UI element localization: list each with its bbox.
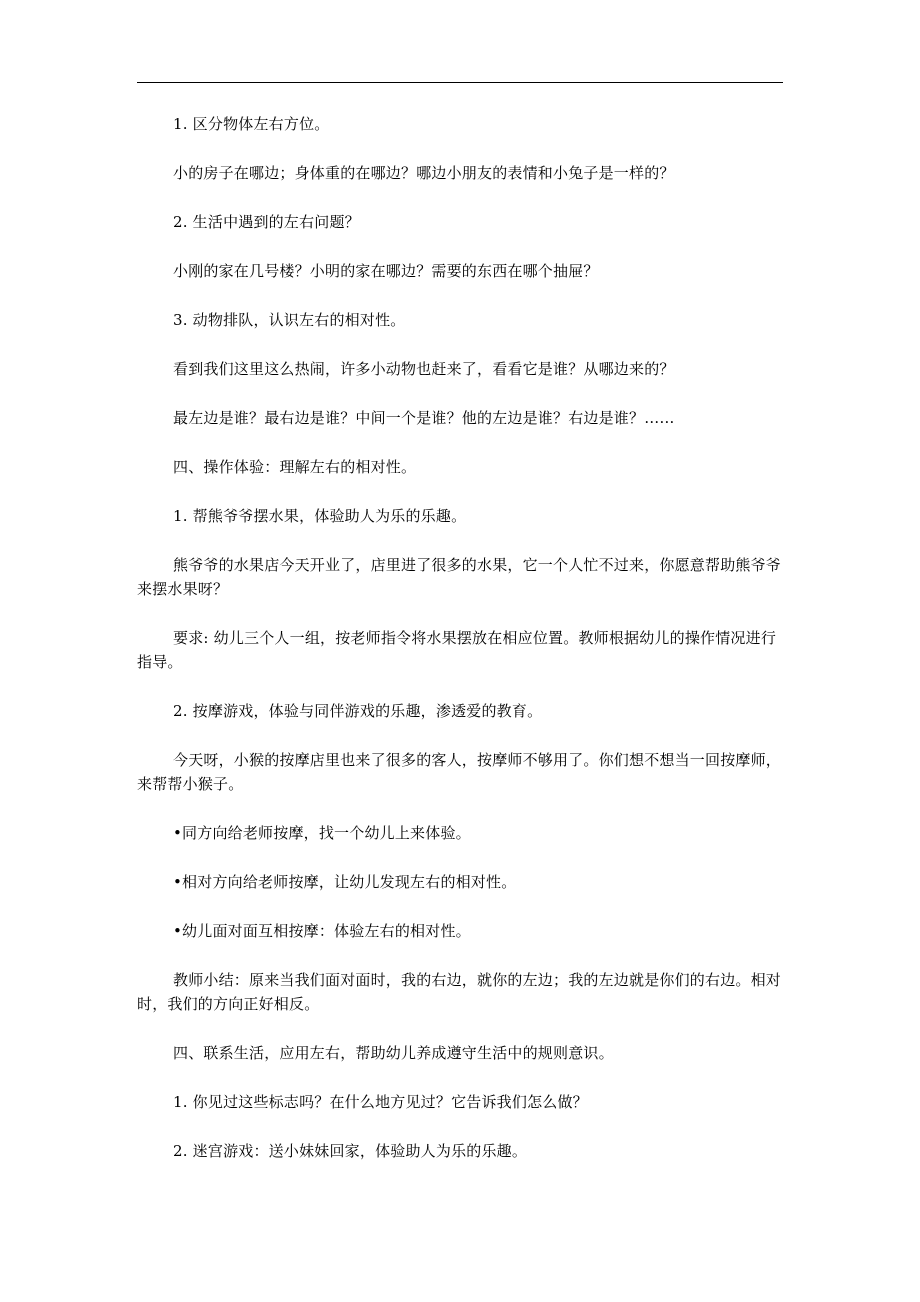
paragraph-3: 2. 生活中遇到的左右问题？ (173, 213, 360, 231)
paragraph-19: 1. 你见过这些标志吗？在什么地方见过？它告诉我们怎么做？ (173, 1093, 588, 1111)
section-heading-operation: 四、操作体验：理解左右的相对性。 (173, 458, 417, 476)
paragraph-5: 3. 动物排队，认识左右的相对性。 (173, 311, 406, 329)
paragraph-6: 看到我们这里这么热闹，许多小动物也赶来了，看看它是谁？从哪边来的？ (173, 360, 675, 378)
header-rule (137, 82, 783, 83)
teacher-summary: 教师小结：原来当我们面对面时，我的右边，就你的左边；我的左边就是你们的右边。相对时，我们的方向正好相反。 (137, 971, 782, 1013)
bullet-item-2: •相对方向给老师按摩，让幼儿发现左右的相对性。 (173, 873, 517, 891)
bullet-item-1: •同方向给老师按摩，找一个幼儿上来体验。 (173, 824, 471, 842)
paragraph-4: 小刚的家在几号楼？小明的家在哪边？需要的东西在哪个抽屉？ (173, 262, 599, 280)
paragraph-20: 2. 迷宫游戏：送小妹妹回家，体验助人为乐的乐趣。 (173, 1142, 528, 1160)
paragraph-2: 小的房子在哪边；身体重的在哪边？哪边小朋友的表情和小兔子是一样的？ (173, 164, 675, 182)
section-heading-life: 四、联系生活，应用左右，帮助幼儿养成遵守生活中的规则意识。 (173, 1044, 614, 1062)
paragraph-1: 1. 区分物体左右方位。 (173, 115, 330, 133)
bullet-item-3: •幼儿面对面互相按摩：体验左右的相对性。 (173, 922, 471, 940)
paragraph-10: 熊爷爷的水果店今天开业了，店里进了很多的水果，它一个人忙不过来，你愿意帮助熊爷爷来摆水果呀？ (137, 556, 782, 598)
paragraph-9: 1. 帮熊爷爷摆水果，体验助人为乐的乐趣。 (173, 507, 467, 525)
paragraph-11: 要求: 幼儿三个人一组，按老师指令将水果摆放在相应位置。教师根据幼儿的操作情况进行指导。 (137, 629, 777, 671)
paragraph-7: 最左边是谁？最右边是谁？中间一个是谁？他的左边是谁？右边是谁？…… (173, 409, 675, 427)
paragraph-12: 2. 按摩游戏，体验与同伴游戏的乐趣，渗透爱的教育。 (173, 702, 543, 720)
paragraph-13: 今天呀，小猴的按摩店里也来了很多的客人，按摩师不够用了。你们想不想当一回按摩师，来帮帮小猴子。 (137, 751, 782, 793)
document-body (137, 112, 787, 1188)
